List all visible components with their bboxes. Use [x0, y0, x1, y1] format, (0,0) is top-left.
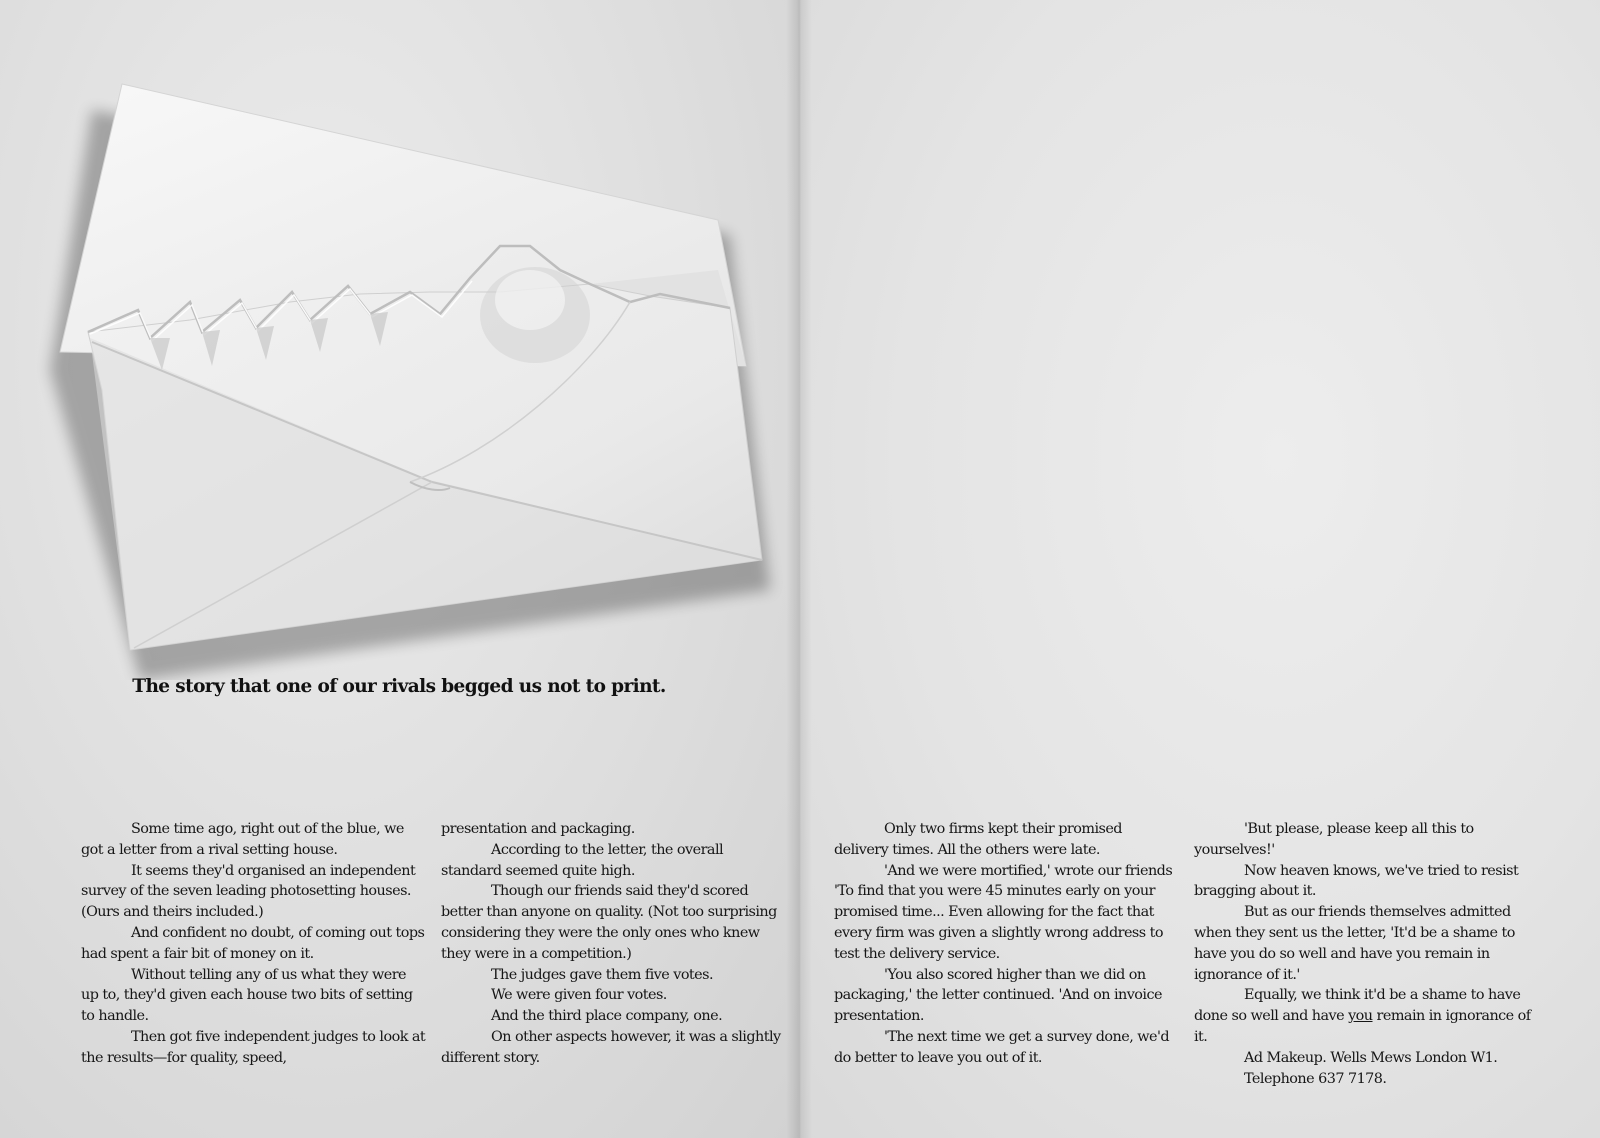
emphasis-you: you	[1348, 1008, 1373, 1025]
body-column-3	[834, 819, 1174, 1069]
page-gutter	[786, 0, 812, 1138]
paragraph-continued: presentation and packaging.	[441, 821, 635, 837]
torn-envelope-photo	[30, 70, 790, 680]
paragraph: Some time ago, right out of the blue, we got a letter from a rival setting house.	[81, 821, 404, 858]
paragraph: On other aspects however, it was a slightly different story.	[441, 1028, 781, 1066]
paragraph: And the third place company, one.	[491, 1008, 723, 1025]
paragraph: 'And we were mortified,' wrote our friends 'To find that you were 45 minutes early on your promised time... Even allowing for the fact that every firm was given a slightly wrong address to test the delivery service.	[834, 862, 1173, 962]
paragraph: Then got five independent judges to look at the results—for quality, speed,	[81, 1028, 426, 1066]
final-paragraph	[1194, 985, 1534, 1047]
left-page	[0, 0, 798, 1138]
paragraph: But as our friends themselves admitted when they sent us the letter, 'It'd be a shame to have you do so well and have you remain in ignorance of it.'	[1194, 904, 1515, 983]
company-address: Ad Makeup. Wells Mews London W1.	[1244, 1049, 1498, 1066]
body-column-1	[81, 819, 426, 1069]
body-column-2	[441, 819, 781, 1069]
paragraph: The judges gave them five votes.	[491, 966, 713, 983]
paragraph: Without telling any of us what they were up to, they'd given each house two bits of setting to handle.	[81, 966, 413, 1025]
paragraph: Though our friends said they'd scored better than anyone on quality. (Not too surprising considering they were the only ones who knew they were in a competition.)	[441, 883, 777, 962]
paragraph: 'The next time we get a survey done, we'd do better to leave you out of it.	[834, 1028, 1170, 1066]
paragraph: 'But please, please keep all this to yourselves!'	[1194, 821, 1474, 858]
company-telephone: Telephone 637 7178.	[1244, 1070, 1387, 1087]
final-paragraph-before: Equally, we think it'd be a shame to have done so well and have	[1194, 987, 1521, 1025]
paragraph: Only two firms kept their promised delivery times. All the others were late.	[834, 821, 1122, 858]
paragraph: It seems they'd organised an independent survey of the seven leading photosetting houses. (Ours and theirs included.)	[81, 862, 416, 921]
paragraph: 'You also scored higher than we did on packaging,' the letter continued. 'And on invoice presentation.	[834, 966, 1162, 1025]
paragraph: And confident no doubt, of coming out tops had spent a fair bit of money on it.	[81, 924, 425, 962]
final-paragraph-after: remain in ignorance of it.	[1194, 1008, 1531, 1045]
headline: The story that one of our rivals begged us not to print.	[132, 676, 666, 697]
paragraph: Now heaven knows, we've tried to resist bragging about it.	[1194, 862, 1519, 900]
paragraph: We were given four votes.	[491, 987, 667, 1004]
body-column-4	[1194, 819, 1534, 1089]
paragraph: According to the letter, the overall standard seemed quite high.	[441, 841, 724, 879]
